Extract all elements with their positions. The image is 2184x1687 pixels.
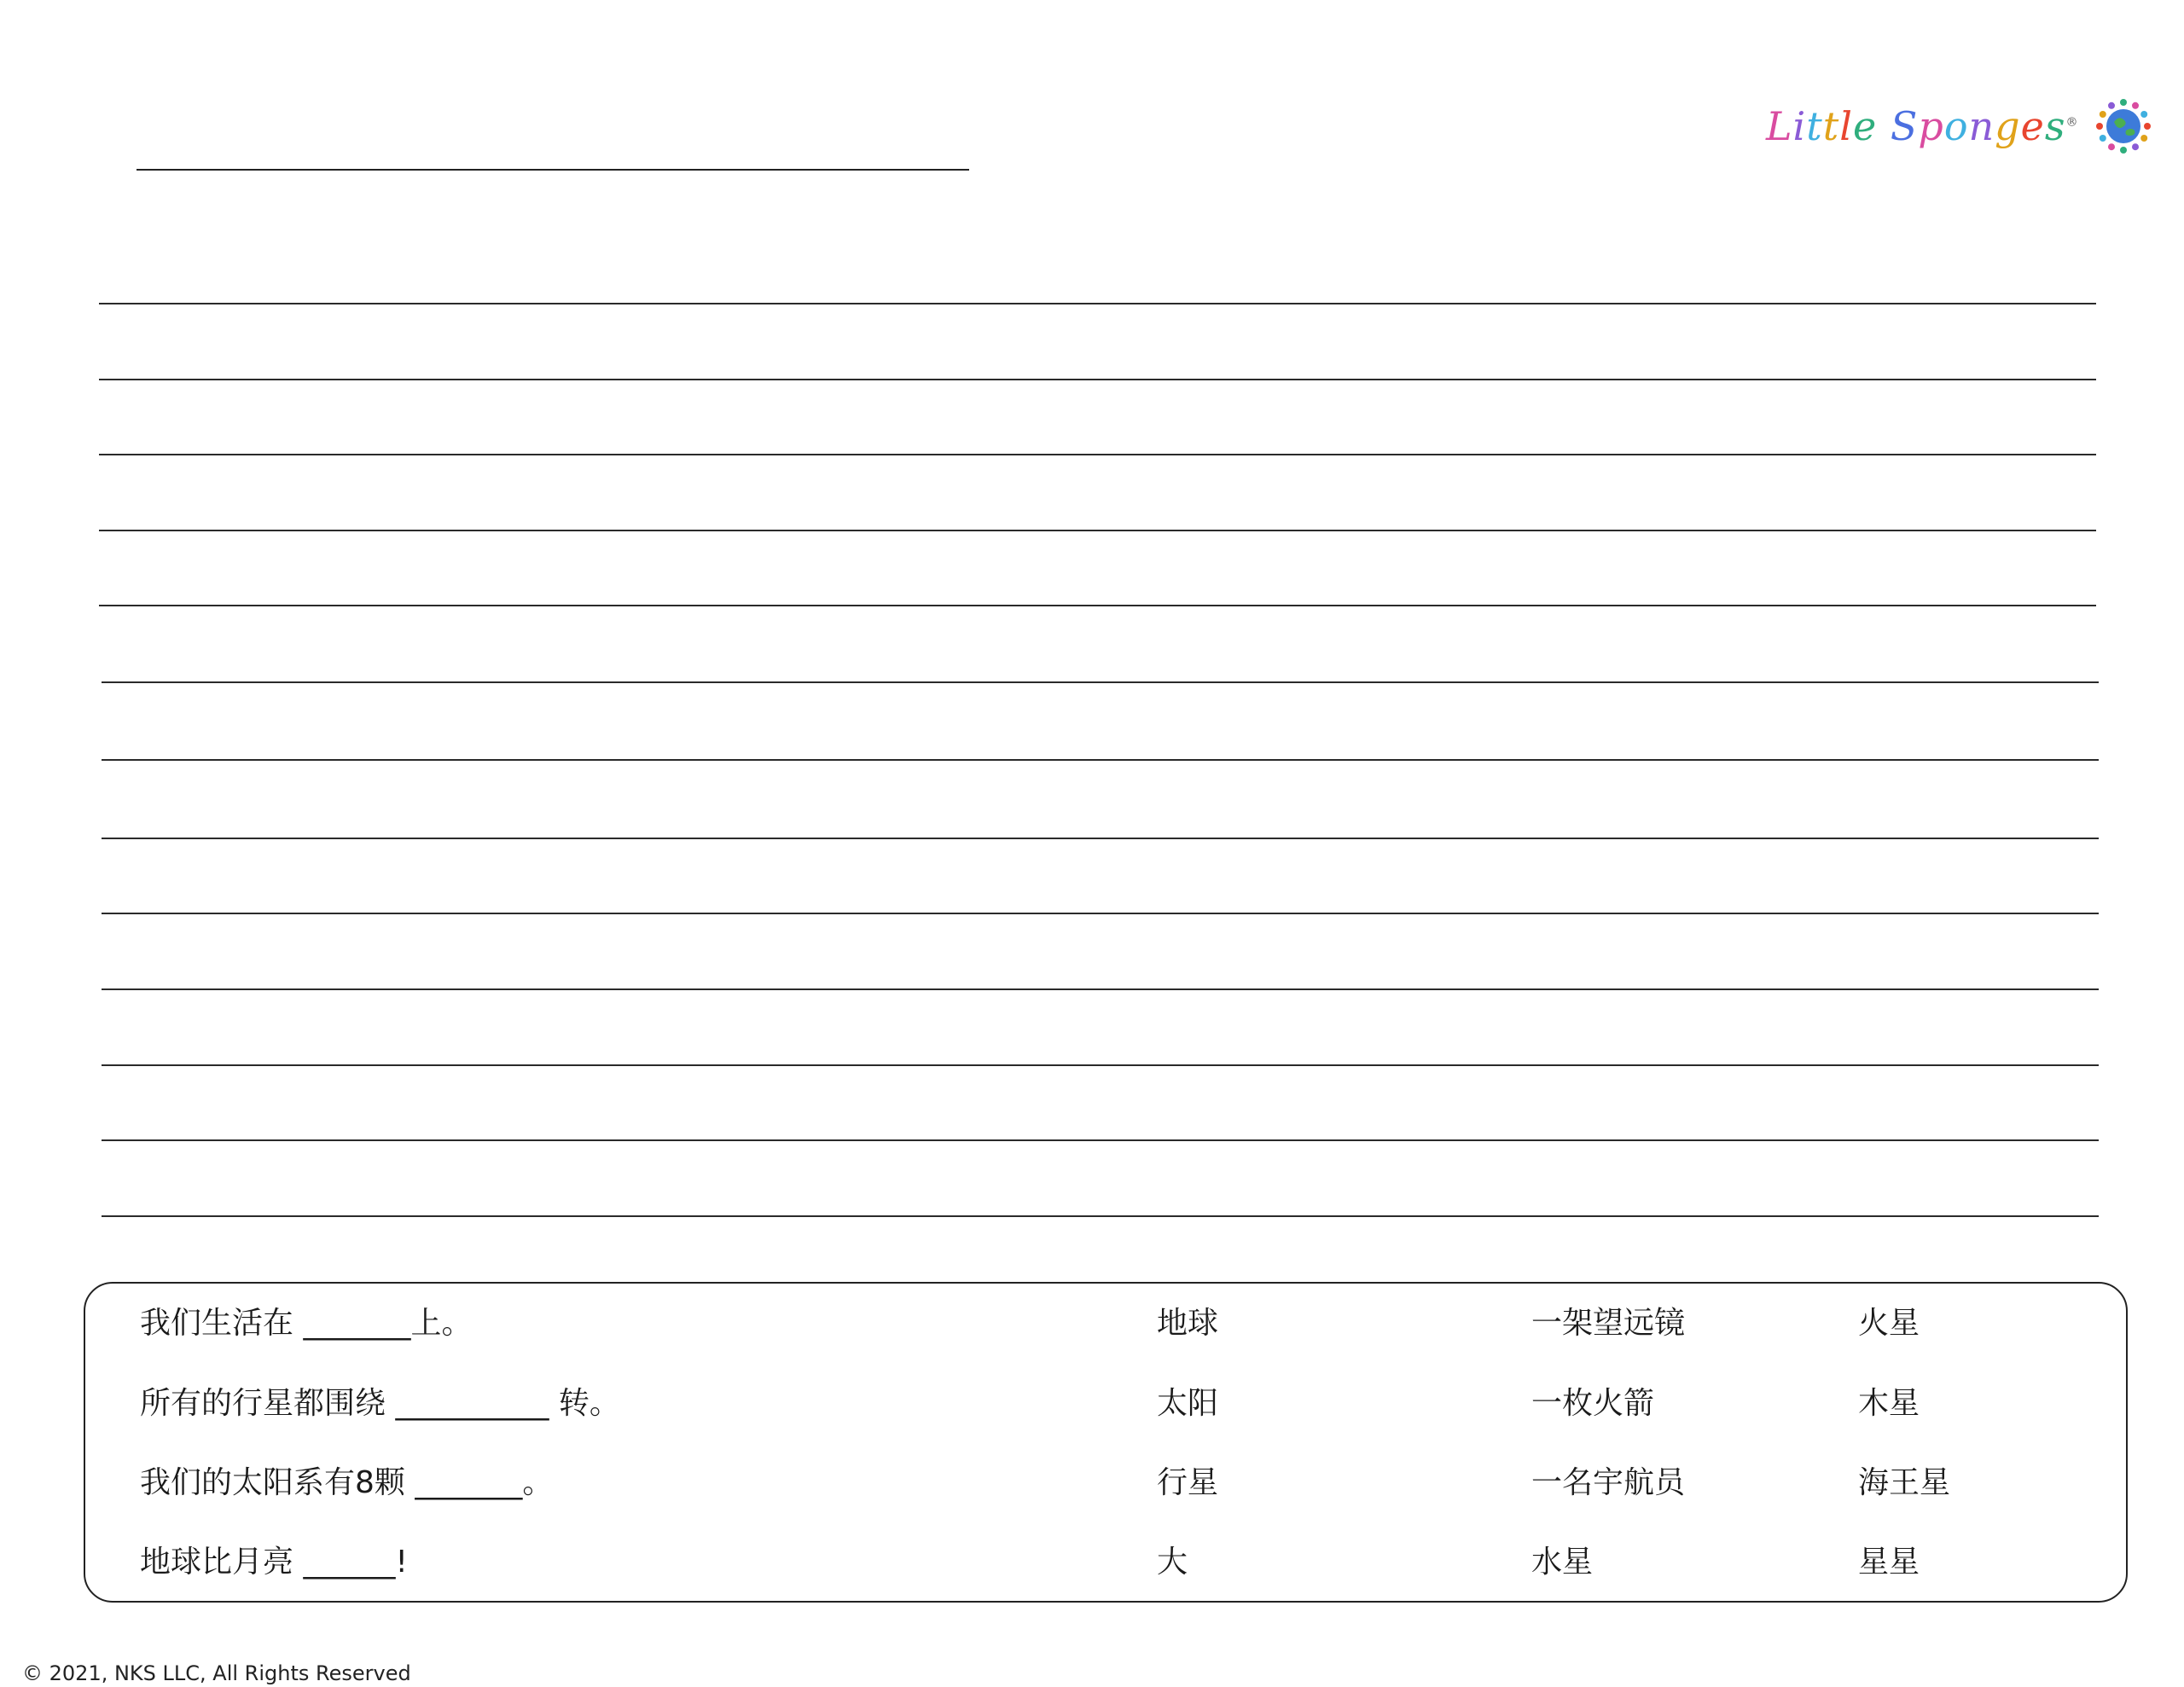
word-option: 木星 xyxy=(1858,1386,1920,1421)
sentence-2: 所有的行星都围绕 __________ 转。 xyxy=(140,1386,620,1421)
logo-letter: S xyxy=(1890,103,1919,149)
writing-line[interactable] xyxy=(102,913,2099,914)
word-option: 地球 xyxy=(1157,1306,1219,1341)
sentence-4: 地球比月亮 ______! xyxy=(140,1545,408,1580)
word-bank-row xyxy=(85,1298,2126,1349)
logo-letter: t xyxy=(1806,103,1823,149)
word-bank-box xyxy=(84,1282,2128,1603)
writing-line[interactable] xyxy=(102,1064,2099,1066)
sentence-1: 我们生活在 _______上。 xyxy=(140,1306,473,1341)
writing-line[interactable] xyxy=(99,303,2096,304)
writing-line[interactable] xyxy=(102,759,2099,761)
writing-line[interactable] xyxy=(102,988,2099,990)
word-option: 大 xyxy=(1157,1545,1188,1580)
logo-letter: t xyxy=(1822,103,1840,149)
word-option: 一名宇航员 xyxy=(1531,1465,1686,1500)
word-option: 行星 xyxy=(1157,1465,1219,1500)
word-option: 海王星 xyxy=(1858,1465,1951,1500)
logo-letter: e xyxy=(2020,103,2045,149)
writing-line[interactable] xyxy=(99,605,2096,606)
word-option: 星星 xyxy=(1858,1545,1920,1580)
logo-letter: l xyxy=(1839,103,1853,149)
logo-letter: p xyxy=(1918,103,1944,149)
word-option: 太阳 xyxy=(1157,1386,1219,1421)
writing-line[interactable] xyxy=(99,454,2096,455)
logo-letter: g xyxy=(1995,103,2021,149)
logo-letter: e xyxy=(1852,103,1878,149)
sentence-3: 我们的太阳系有8颗 _______。 xyxy=(140,1465,554,1500)
word-bank-row xyxy=(85,1537,2126,1588)
logo-letter: o xyxy=(1943,103,1969,149)
word-option: 水星 xyxy=(1531,1545,1594,1580)
writing-line[interactable] xyxy=(102,1139,2099,1141)
word-option: 一架望远镜 xyxy=(1531,1306,1686,1341)
word-option: 火星 xyxy=(1858,1306,1920,1341)
writing-line[interactable] xyxy=(102,1215,2099,1217)
writing-line[interactable] xyxy=(99,379,2096,380)
word-bank-row xyxy=(85,1458,2126,1509)
logo-letter: i xyxy=(1792,103,1807,149)
writing-line[interactable] xyxy=(102,838,2099,839)
writing-line[interactable] xyxy=(102,681,2099,683)
word-option: 一枚火箭 xyxy=(1531,1386,1655,1421)
word-bank-row xyxy=(85,1378,2126,1429)
logo-letter: n xyxy=(1968,103,1995,149)
logo-wordmark: Little Sponges® xyxy=(1766,103,2079,149)
logo-letter: s xyxy=(2044,103,2066,149)
writing-line[interactable] xyxy=(99,530,2096,531)
copyright-notice: © 2021, NKS LLC, All Rights Reserved xyxy=(22,1661,411,1685)
logo-letter: L xyxy=(1766,103,1793,149)
